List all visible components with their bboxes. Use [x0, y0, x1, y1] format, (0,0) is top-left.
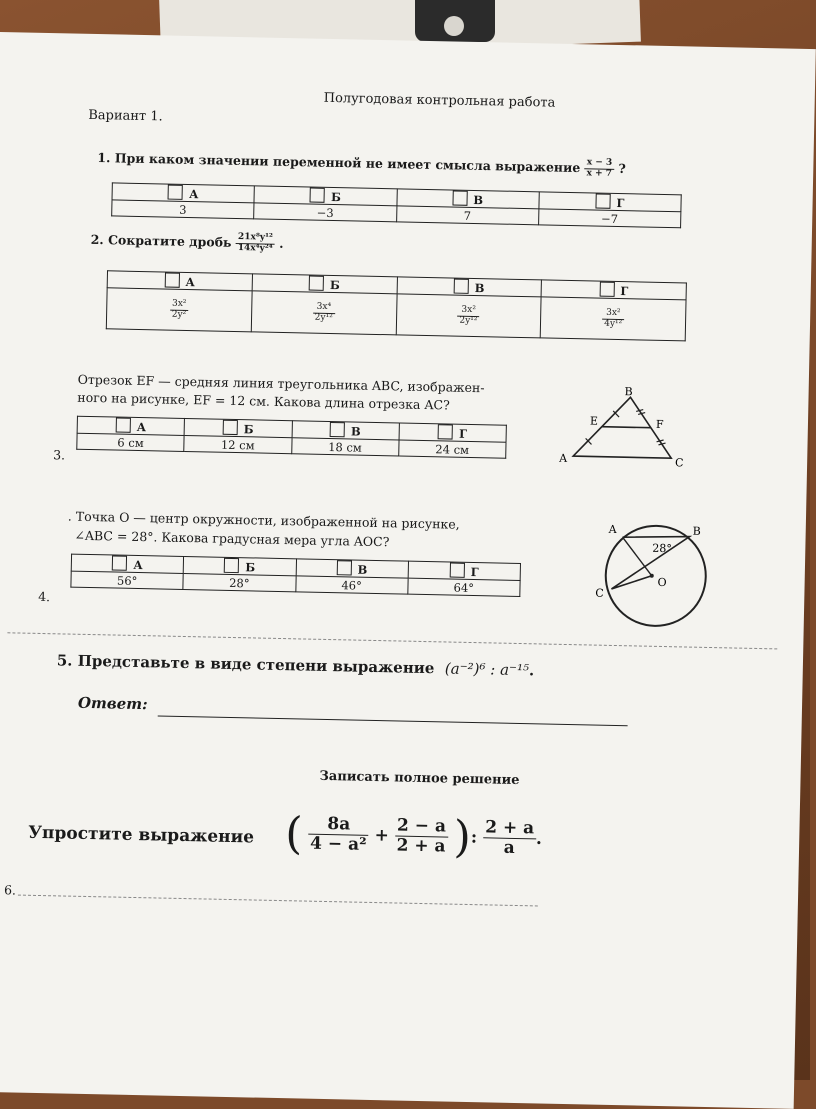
q1-option-v[interactable]: В	[396, 189, 539, 209]
checkbox-icon[interactable]	[164, 273, 179, 288]
triangle-figure	[551, 386, 683, 475]
q4-option-v[interactable]: В	[296, 559, 409, 578]
checkbox-icon[interactable]	[595, 194, 610, 209]
point-o-label: O	[657, 575, 667, 590]
checkbox-icon[interactable]	[224, 558, 239, 573]
circle-figure	[593, 507, 721, 635]
answer-line[interactable]	[158, 715, 628, 726]
q3-option-v[interactable]: В	[292, 421, 400, 440]
angle-label: 28°	[652, 541, 672, 556]
q1-option-b[interactable]: Б	[254, 186, 397, 206]
q1-option-a[interactable]: А	[112, 183, 255, 203]
vertex-c-label: C	[674, 456, 684, 470]
checkbox-icon[interactable]	[168, 185, 183, 200]
q5-text: 5. Представьте в виде степени выражение (a⁻²)⁶ : a⁻¹⁵.	[56, 651, 535, 680]
q1-value-g: −7	[538, 209, 681, 228]
q3-answer-table	[76, 416, 507, 459]
q3-option-a[interactable]: А	[77, 416, 185, 435]
q1-value-v: 7	[396, 206, 539, 225]
q4-option-g[interactable]: Г	[408, 561, 521, 580]
q1-option-g[interactable]: Г	[539, 192, 682, 212]
q2-value-a: $\frac{\text{3x²}}{\text{2y²}}$	[106, 288, 252, 332]
q2-option-v[interactable]: В	[397, 277, 542, 297]
q3-line1: Отрезок EF — средняя линия треугольника ABC, изображен-	[77, 371, 485, 396]
cut-line	[7, 632, 777, 649]
variant-label: Вариант 1.	[88, 107, 163, 125]
q3-value-v: 18 см	[291, 438, 399, 456]
worksheet-title: Полугодовая контрольная работа	[323, 90, 556, 111]
q2-option-a[interactable]: А	[107, 271, 252, 291]
vertex-a-label: A	[559, 451, 568, 465]
q4-value-g: 64°	[408, 578, 521, 596]
q2-value-v: $\frac{\text{3x²}}{\text{2y¹²}}$	[396, 294, 542, 338]
vertex-b-label: B	[624, 385, 633, 399]
q6-text: Упростите выражение	[28, 822, 255, 848]
binder-clip-hole	[444, 16, 464, 36]
checkbox-icon[interactable]	[599, 282, 614, 297]
q4-answer-table	[70, 554, 521, 597]
checkbox-icon[interactable]	[223, 420, 238, 435]
q4-value-v: 46°	[295, 576, 408, 594]
q4-value-b: 28°	[183, 573, 296, 591]
checkbox-icon[interactable]	[336, 560, 351, 575]
angle-lines	[611, 535, 689, 591]
q1-text: 1. При каком значении переменной не имеет смысла выражение $\frac{x - 3}{x + 7}$ ?	[97, 149, 626, 179]
q6-number: 6.	[3, 882, 17, 898]
q3-value-a: 6 см	[77, 433, 185, 451]
section-title: Записать полное решение	[319, 768, 520, 789]
checkbox-icon[interactable]	[330, 422, 345, 437]
worksheet-paper	[0, 32, 816, 1109]
q4-option-b[interactable]: Б	[183, 556, 296, 575]
q3-option-b[interactable]: Б	[184, 418, 292, 437]
q4-line1: . Точка O — центр окружности, изображенной на рисунке,	[67, 508, 460, 532]
q1-value-a: 3	[112, 200, 255, 219]
q6-expression: ( $\frac{8a}{\text{4 − a²}}$ + $\frac{2 - a}{2 + a}$ ): $\frac{2 + a}{a}$ .	[284, 808, 543, 864]
q4-number: 4.	[38, 588, 51, 605]
q3-line2: ного на рисунке, EF = 12 см. Какова длина отрезка AC?	[77, 389, 450, 413]
radius-oa	[622, 537, 653, 576]
point-c-label: C	[595, 586, 604, 600]
checkbox-icon[interactable]	[454, 279, 469, 294]
point-e-label: E	[589, 414, 599, 428]
q4-option-a[interactable]: А	[71, 554, 184, 573]
q3-number: 3.	[53, 447, 66, 463]
checkbox-icon[interactable]	[310, 188, 325, 203]
checkbox-icon[interactable]	[112, 555, 127, 570]
q2-value-b: $\frac{\text{3x⁴}}{\text{2y¹²}}$	[251, 291, 397, 335]
q1-value-b: −3	[254, 203, 397, 222]
point-a-label: A	[608, 522, 617, 537]
checkbox-icon[interactable]	[116, 418, 131, 433]
q2-option-b[interactable]: Б	[252, 274, 397, 294]
q4-value-a: 56°	[71, 571, 184, 589]
answer-label: Ответ:	[77, 693, 148, 714]
point-f-label: F	[655, 417, 664, 431]
q2-text: 2. Сократите дробь $\frac{\text{21x⁸y¹²}}{\text{14x⁴y²⁴}}$ .	[90, 231, 284, 254]
q3-option-g[interactable]: Г	[399, 423, 507, 442]
midline-ef	[602, 427, 651, 428]
q2-value-g: $\frac{\text{3x²}}{\text{4y¹²}}$	[540, 297, 686, 341]
checkbox-icon[interactable]	[309, 276, 324, 291]
q3-value-g: 24 см	[398, 440, 506, 458]
q3-value-b: 12 см	[184, 435, 292, 453]
checkbox-icon[interactable]	[450, 563, 465, 578]
q4-line2: ∠ABC = 28°. Какова градусная мера угла AOC?	[74, 527, 390, 550]
point-b-label: B	[692, 524, 701, 538]
q1-answer-table	[111, 182, 682, 228]
checkbox-icon[interactable]	[452, 191, 467, 206]
q2-answer-table	[106, 270, 687, 341]
q6-dotted-line	[18, 895, 538, 907]
circle-outline	[605, 522, 707, 627]
checkbox-icon[interactable]	[438, 424, 453, 439]
q2-option-g[interactable]: Г	[541, 280, 686, 300]
